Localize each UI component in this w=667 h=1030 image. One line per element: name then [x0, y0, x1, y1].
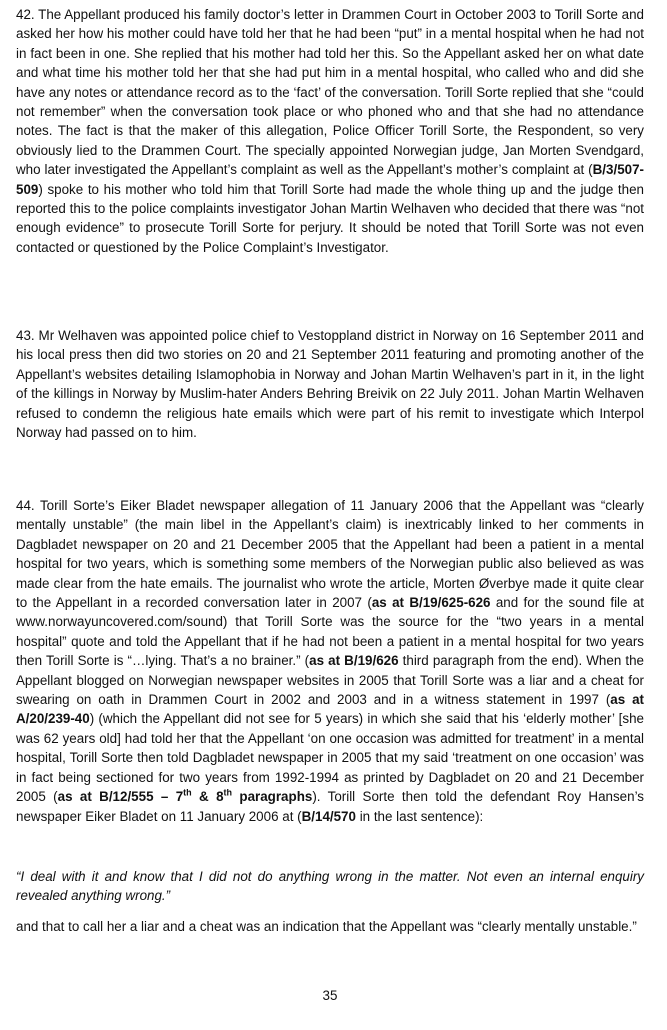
paragraph-44-text-1: 44. Torill Sorte’s Eiker Bladet newspaper allegation of 11 January 2006 that the Appellant was “clearly mentally unstable” (the main libel in the Appellant’s claim) is inextricably linked to her comments in Dagbladet newspaper on 20 and 21 December 2005 that the Appellant had been a patient in a mental hospital for two years, which is something some members of the Norwegian public also believed as was made clear from the hate emails. The journalist who wrote the article, Morten Øverbye made it quite clear to the Appellant in a recorded conversation later in 2007 (: [16, 498, 644, 611]
paragraph-44-text-2: and for the sound file at www.norwayuncovered.com/sound) that Torill Sorte was the source for the “two years in a mental hospital” quote and told the Appellant that if he had not been a patient in a mental hospital for two years then Torill Sorte is “…lying. That’s a no brainer.” (: [16, 595, 644, 669]
paragraph-44-text-4: ) (which the Appellant did not see for 5 years) in which she said that his ‘elderly mother’ [she was 62 years old] had told her that the Appellant ‘on one occasion was admitted for treatment’ in a mental hospital, Torill Sorte then told Dagbladet newspaper in 2005 that my said ‘treatment on one occasion’ was in fact being sectioned for two years from 1992-1994 as printed by Dagbladet on 20 and 21 December 2005 (: [16, 711, 644, 805]
reference-b-12-555-paragraphs: paragraphs: [232, 789, 313, 805]
reference-b-19-626: as at B/19/626: [309, 653, 399, 669]
quote-paragraph: “I deal with it and know that I did not do anything wrong in the matter. Not even an internal enquiry revealed anything wrong.”: [16, 869, 644, 904]
paragraph-44-text-5: ). Torill Sorte then told the defendant Roy Hansen’s newspaper Eiker Bladet on 11 January 2006 at (: [16, 789, 644, 824]
paragraph-44-text-3: third paragraph from the end). When the Appellant blogged on Norwegian newspaper websites in 2005 that Torill Sorte was a liar and a cheat for swearing on oath in Drammen Court in 2002 and 2003 and in a witness statement in 1997 (: [16, 653, 645, 708]
reference-a-20-239-40: as at A/20/239-40: [16, 692, 644, 727]
paragraph-43: 43. Mr Welhaven was appointed police chief to Vestoppland district in Norway on 16 September 2011 and his local press then did two stories on 20 and 21 September 2011 featuring and promoting another of the Appellant’s websites detailing Islamophobia in Norway and Johan Martin Welhaven’s part in it, in the light of the killings in Norway by Muslim-hater Anders Behring Breivik on 22 July 2011. Johan Martin Welhaven refused to condemn the religious hate emails which were part of his remit to investigate which Interpol Norway had passed on to him.: [16, 328, 644, 441]
reference-b-19-625-626: as at B/19/625-626: [371, 595, 491, 611]
superscript-th-2: th: [223, 787, 233, 798]
paragraph-42-text-1: 42. The Appellant produced his family doctor’s letter in Drammen Court in October 2003 to Torill Sorte and asked her how his mother could have told her that he had been “put” in a mental hospital when he had not in fact been in one. She replied that his mother had told her this. So the Appellant asked her on what date and what time his mother told her that she had put him in a mental hospital, who called who and did she have any notes or attendance record as to the ‘fact’ of the conversation. Torill Sorte replied that she “could not remember” when the conversation took place or who phoned who and that she had no attendance notes. The fact is that the maker of this allegation, Police Officer Torill Sorte, the Respondent, so very obviously lied to the Drammen Court. The specially appointed Norwegian judge, Jan Morten Svendgard, who later investigated the Appellant’s complaint as well as the Appellant’s mother’s complaint at (: [16, 7, 644, 178]
paragraph-42: [16, 5, 644, 257]
superscript-th-1: th: [183, 787, 192, 798]
reference-b-12-555-and: & 8: [191, 789, 224, 805]
paragraph-44: [16, 496, 644, 826]
reference-b-3-507-509: B/3/507-509: [16, 162, 644, 197]
reference-b-12-555: [58, 789, 313, 804]
page-number: 35: [322, 988, 338, 1003]
reference-b-14-570: B/14/570: [301, 808, 356, 824]
closing-paragraph: and that to call her a liar and a cheat was an indication that the Appellant was “clearly mentally unstable.”: [16, 919, 637, 934]
reference-b-12-555-text: as at B/12/555 – 7: [57, 789, 184, 805]
paragraph-42-text-2: ) spoke to his mother who told him that Torill Sorte had made the whole thing up and the judge then reported this to the police complaints investigator Johan Martin Welhaven who decided that there was “not enough evidence” to prosecute Torill Sorte for perjury. It should be noted that Torill Sorte was not even contacted or questioned by the Police Complaint’s Investigator.: [16, 181, 644, 255]
paragraph-44-text-6: in the last sentence):: [355, 808, 484, 824]
